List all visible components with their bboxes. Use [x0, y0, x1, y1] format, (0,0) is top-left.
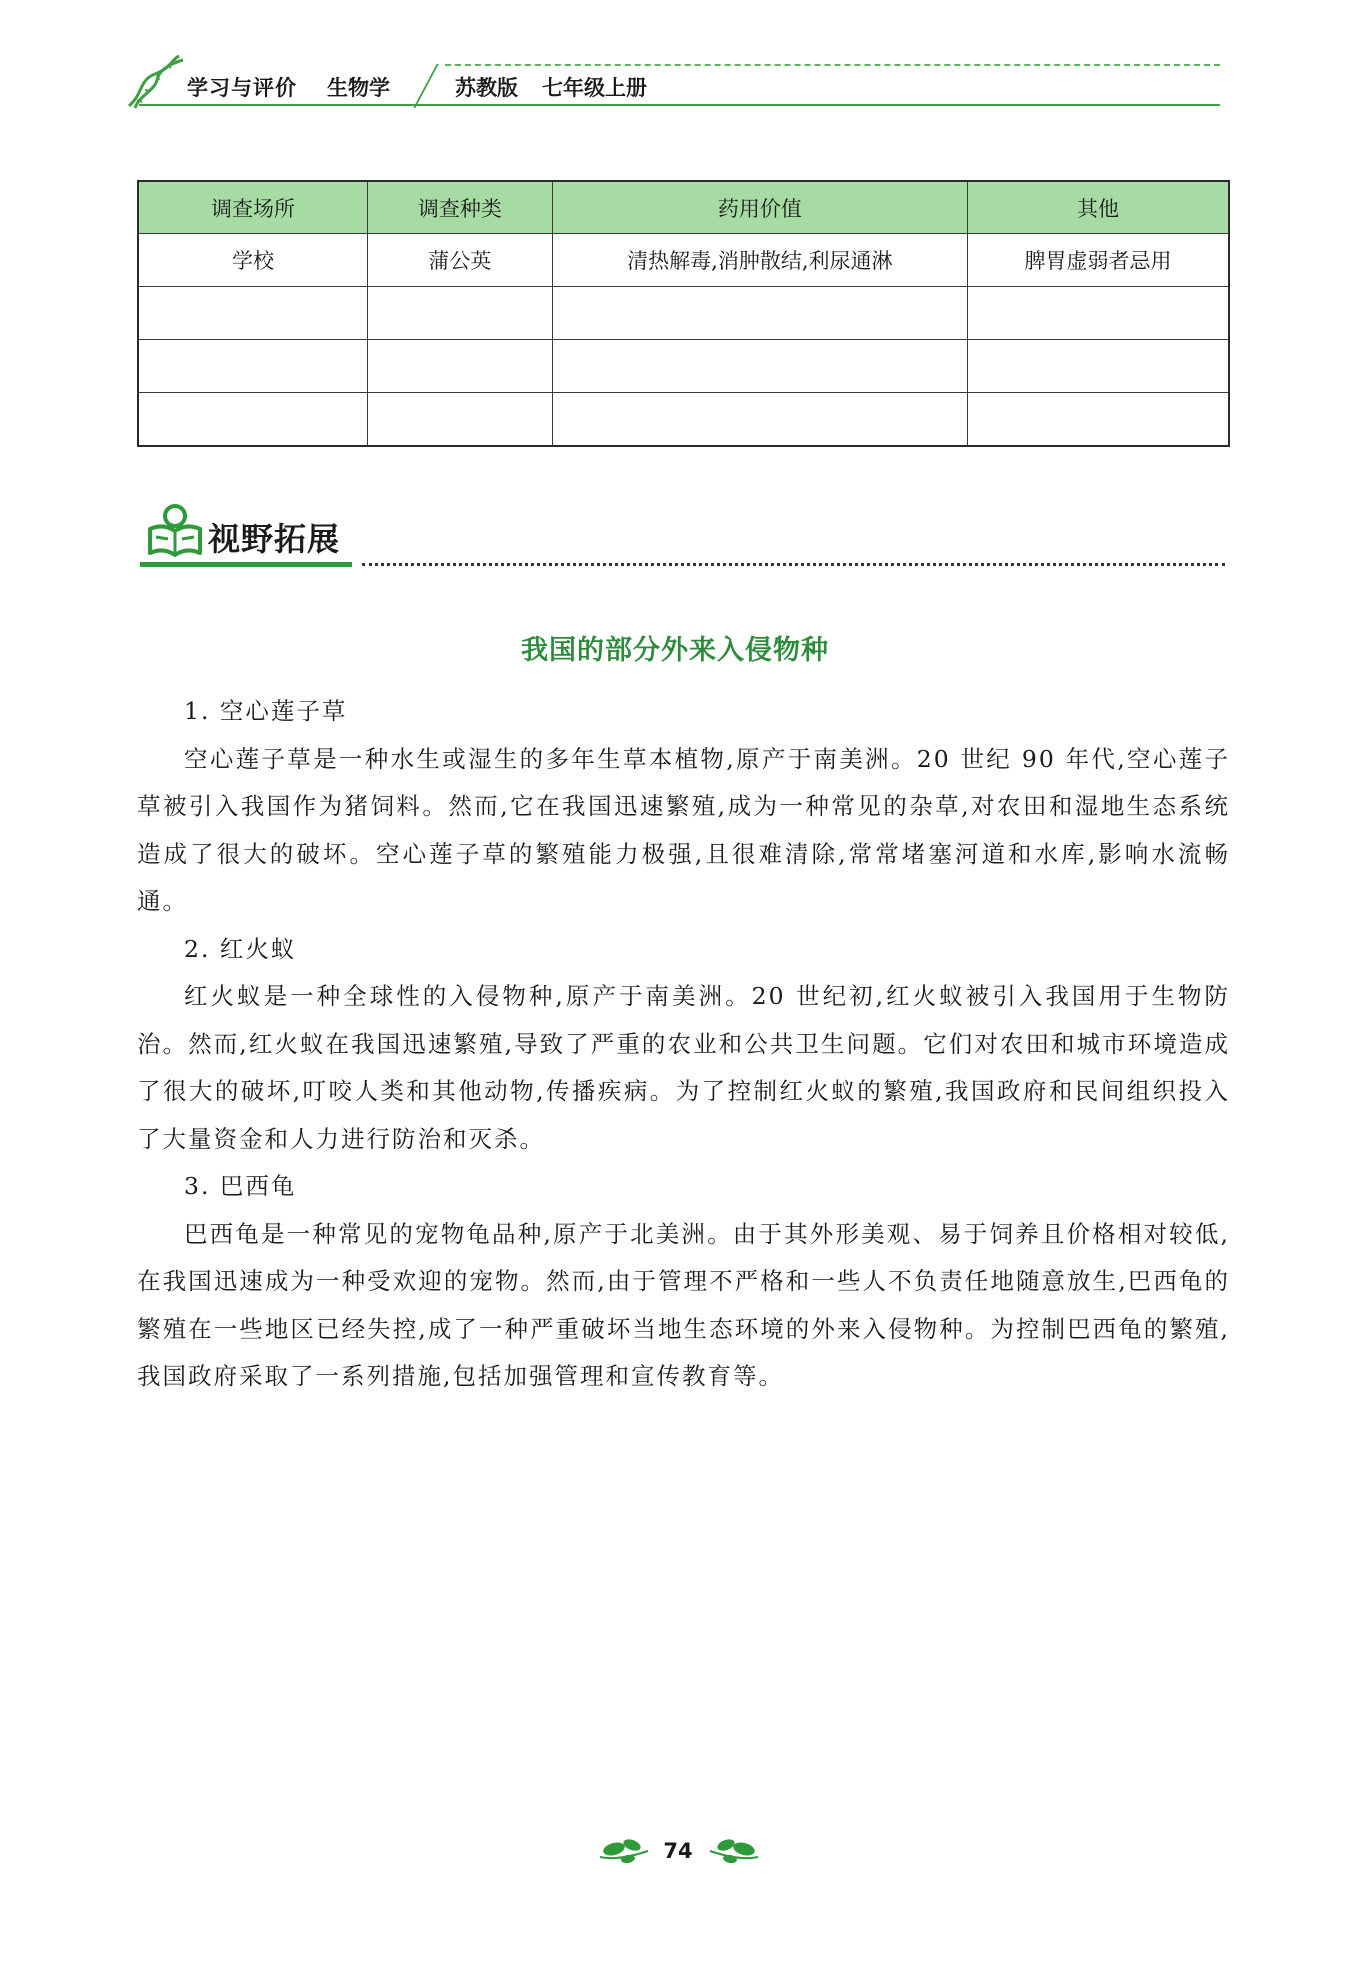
book-grade: 七年级上册	[542, 76, 647, 100]
item-heading: 1. 空心莲子草	[184, 697, 348, 725]
leaf-ornament-icon	[598, 1835, 652, 1865]
reader-book-icon	[146, 503, 204, 559]
table-row	[138, 287, 1229, 340]
table-cell[interactable]	[967, 393, 1229, 447]
section-heading	[140, 503, 1225, 573]
section-underline	[140, 562, 352, 567]
item-paragraph: 巴西龟是一种常见的宠物龟品种,原产于北美洲。由于其外形美观、易于饲养且价格相对较低,在我国迅速成为一种受欢迎的宠物。然而,由于管理不严格和一些人不负责任地随意放生,巴西龟的繁殖在一些地区已经失控,成了一种严重破坏当地生态环境的外来入侵物种。为控制巴西龟的繁殖,我国政府采取了一系列措施,包括加强管理和宣传教育等。	[137, 1219, 1230, 1390]
column-header: 调查场所	[138, 181, 368, 234]
table-cell[interactable]	[552, 340, 967, 393]
item-heading: 3. 巴西龟	[184, 1172, 297, 1200]
table-cell: 清热解毒,消肿散结,利尿通淋	[552, 234, 967, 287]
table-row	[138, 234, 1229, 287]
item-heading: 2. 红火蚁	[184, 934, 297, 963]
table-row	[138, 393, 1229, 447]
table-cell[interactable]	[368, 287, 553, 340]
book-subject: 生物学	[327, 76, 390, 100]
item-paragraph: 空心莲子草是一种水生或湿生的多年生草本植物,原产于南美洲。20 世纪 90 年代,空心莲子草被引入我国作为猪饲料。然而,它在我国迅速繁殖,成为一种常见的杂草,对农田和湿地生态系统造成了很大的破坏。空心莲子草的繁殖能力极强,且很难清除,常常堵塞河道和水库,影响水流畅通。	[137, 744, 1230, 915]
book-series-title: 学习与评价	[187, 76, 297, 100]
page-header	[125, 52, 1220, 110]
table-cell: 学校	[138, 234, 368, 287]
survey-table	[137, 180, 1230, 447]
table-cell[interactable]	[368, 340, 553, 393]
article-body	[137, 688, 1230, 1401]
item-paragraph: 红火蚁是一种全球性的入侵物种,原产于南美洲。20 世纪初,红火蚁被引入我国用于生物防治。然而,红火蚁在我国迅速繁殖,导致了严重的农业和公共卫生问题。它们对农田和城市环境造成了很大的破坏,叮咬人类和其他动物,传播疾病。为了控制红火蚁的繁殖,我国政府和民间组织投入了大量资金和人力进行防治和灭杀。	[137, 982, 1230, 1153]
column-header: 调查种类	[368, 181, 553, 234]
table-cell[interactable]	[138, 287, 368, 340]
table-header-row	[138, 181, 1229, 234]
article-title: 我国的部分外来入侵物种	[521, 635, 829, 666]
section-title: 视野拓展	[208, 520, 341, 558]
header-rule	[139, 104, 1220, 106]
table-cell: 脾胃虚弱者忌用	[967, 234, 1229, 287]
leaf-ornament-icon	[706, 1835, 760, 1865]
header-divider	[413, 64, 438, 108]
table-cell[interactable]	[138, 393, 368, 447]
page-number: 74	[663, 1839, 693, 1863]
column-header: 药用价值	[552, 181, 967, 234]
table-cell[interactable]	[552, 393, 967, 447]
table-cell[interactable]	[967, 340, 1229, 393]
table-cell: 蒲公英	[368, 234, 553, 287]
table-cell[interactable]	[967, 287, 1229, 340]
dna-helix-icon	[125, 54, 185, 110]
table-cell[interactable]	[368, 393, 553, 447]
header-dashed-rule	[445, 64, 1220, 66]
table-row	[138, 340, 1229, 393]
column-header: 其他	[967, 181, 1229, 234]
table-cell[interactable]	[552, 287, 967, 340]
section-dotted-rule	[362, 563, 1225, 566]
book-edition: 苏教版	[455, 76, 518, 100]
table-cell[interactable]	[138, 340, 368, 393]
